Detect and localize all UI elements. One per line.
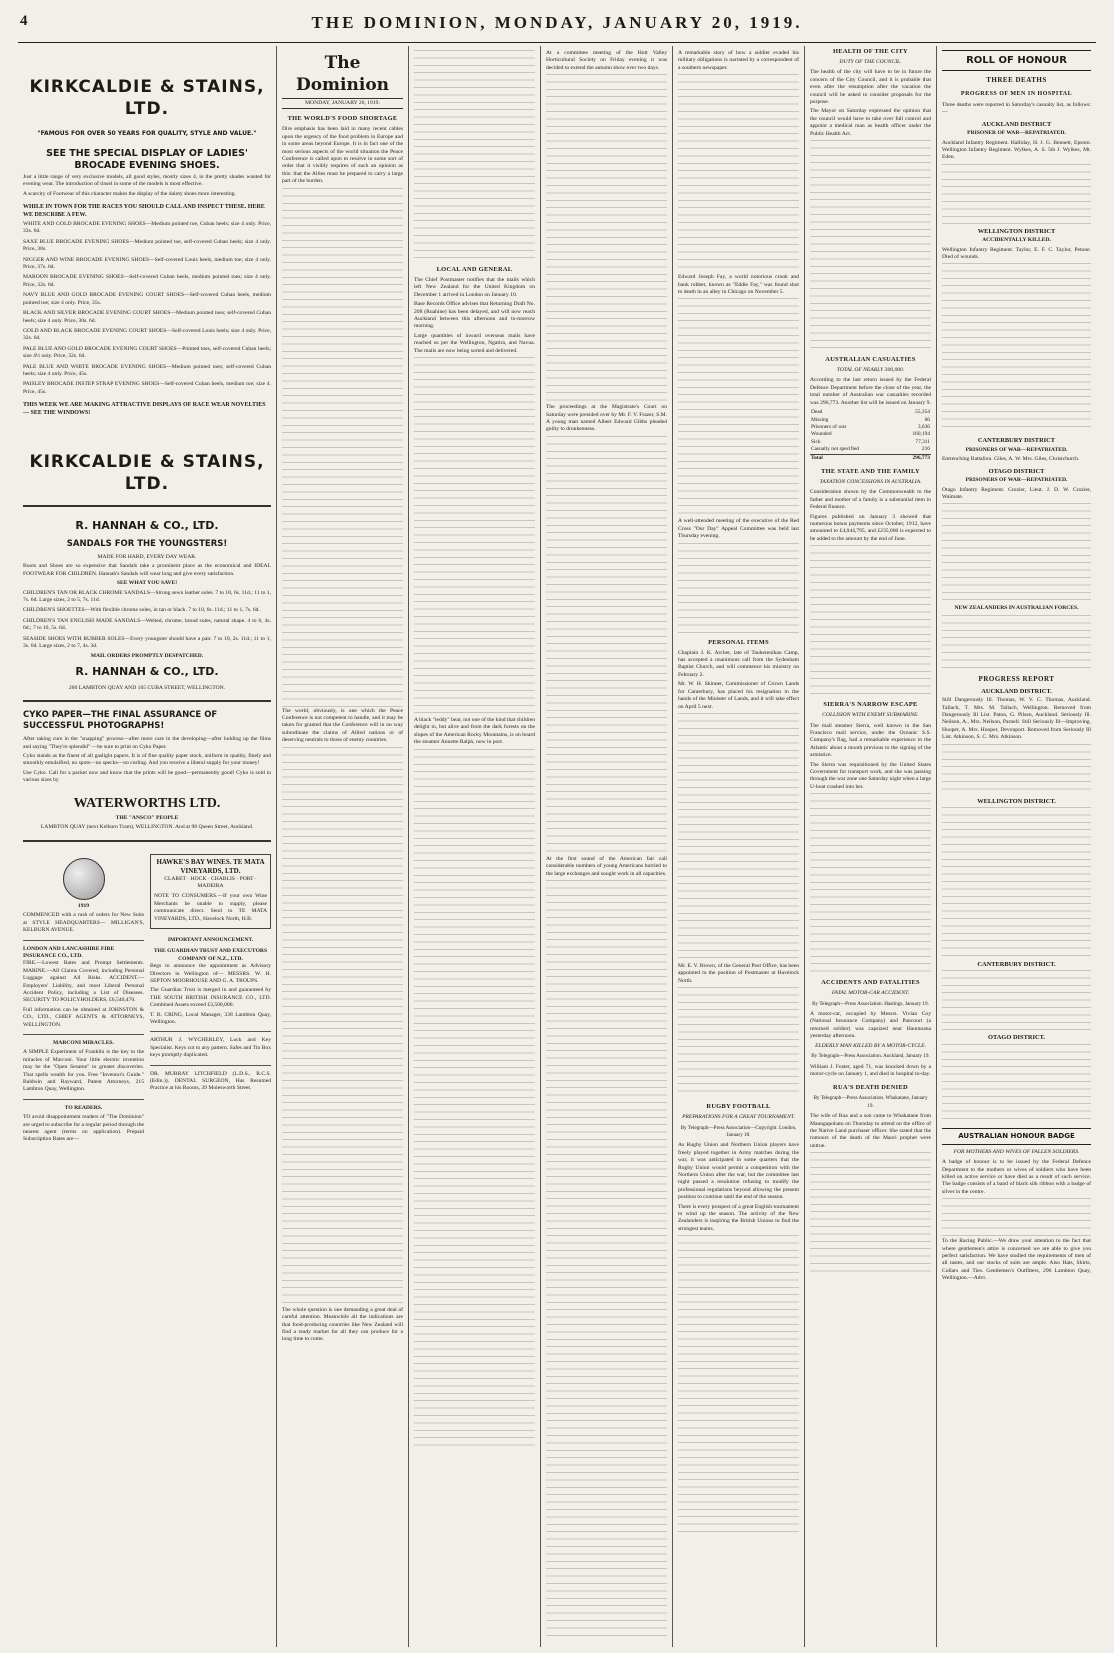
masthead <box>18 8 1096 43</box>
lancs-title: LONDON AND LANCASHIRE FIRE INSURANCE CO., LTD. <box>23 945 115 959</box>
district-sub: ACCIDENTALLY KILLED. <box>982 237 1051 244</box>
local-paragraph: Large quantities of inward overseas mails have reached us per the Wellington, Ngatira, and Navua. The mails are now being sorted and delivered. <box>414 332 535 354</box>
list-item: PALE BLUE AND WHITE BROCADE EVENING SHOES—Medium pointed toes; self-covered Cuban heels; size 4 only. Price, 45s. <box>23 363 271 377</box>
marconi-title: MARCONI MIRACLES. <box>53 1040 114 1046</box>
state-sub: TAXATION CONCESSIONS IN AUSTRALIA. <box>819 478 922 485</box>
personal-paragraph: Mr. E. V. Brown, of the General Post Office, has been appointed to the position of Postmaster at Havelock North. <box>678 962 799 984</box>
table-row <box>810 431 931 438</box>
progress-head: PROGRESS OF MEN IN HOSPITAL <box>960 91 1073 97</box>
waterworths-title: WATERWORTHS LTD. <box>73 795 221 811</box>
milligan-ad: COMMENCED with a rush of orders for New Suits at STYLE HEADQUARTERS— MILLIGAN'S, KELBURN AVENUE. <box>23 912 144 934</box>
table-cell-label: Casualty not specified <box>811 446 859 453</box>
lead-title: THE WORLD'S FOOD SHORTAGE <box>287 115 398 123</box>
body-text-block <box>942 807 1091 957</box>
health-paragraph: The health of the city will have to be in future the concern of the City Council, and it is probable that even after the resumption after the vacation the council will be asked to consider proposals for the purpose. <box>810 69 931 106</box>
news-paragraph: A well-attended meeting of the executive of the Red Cross "Our Day" Appeal Committee was held last Thursday evening. <box>678 518 799 540</box>
rugby-paragraph: There is every prospect of a great English tournament to wind up the season. The activity of the New Zealanders is inspiring the British Unions to find the strongest teams. <box>678 1203 799 1232</box>
body-text-block <box>678 987 799 1097</box>
kirkcaldie-headline: SEE THE SPECIAL DISPLAY OF LADIES' BROCADE EVENING SHOES. <box>46 148 248 171</box>
district-name: WELLINGTON DISTRICT <box>977 227 1056 235</box>
newspaper-title: THE DOMINION, MONDAY, JANUARY 20, 1919. <box>311 13 803 32</box>
badge-body: A badge of honour is to be issued by the Federal Defence Department to the mothers or wives of soldiers who have been killed on active service or have died as a result of such service. The badge consists of a band of black silk ribbon with a badge of silver in the centre. <box>942 1159 1091 1195</box>
district-sub: PRISONER OF WAR—REPATRIATED. <box>967 130 1066 137</box>
table-row <box>810 417 931 424</box>
divider <box>150 1065 271 1066</box>
body-text-block <box>942 1044 1091 1124</box>
guardian-local: T. B. CRING, Local Manager, 338 Lambton Quay, Wellington. <box>150 1011 271 1025</box>
news-paragraph: At a committee meeting of the Hutt Valley Horticultural Society on Friday evening it was decided to extend the autumn show over two days. <box>546 50 667 71</box>
list-item: PAISLEY BROCADE INSTEP STRAP EVENING SHOES—Self-covered Cuban heels, medium toe; size 4. Price, 45s. <box>23 381 271 395</box>
cyko-body-3: Use Cyko. Call for a packet now and know that the prints will be good—permanently good! Cyko is sold in various sizes by <box>23 769 271 784</box>
body-text-block <box>942 970 1091 1030</box>
news-paragraph: A remarkable story of how a soldier evaded his military obligations is narrated by a correspondent of a southern newspaper. <box>678 50 799 71</box>
district-lines: Auckland Infantry Regiment. Halliday, H. J. G. Bennett, Epsom. Wellington Infantry Regiment. Wylkes, A. S. 5th J. Wylkes, Mt. Eden. <box>942 139 1091 161</box>
lower-ads-right <box>150 850 271 1146</box>
divider <box>23 840 271 842</box>
nz-enlisted: NEW ZEALANDERS IN AUSTRALIAN FORCES. <box>954 605 1079 612</box>
local-news-column <box>408 46 540 1647</box>
cyko-body: After taking cure in the "snapping" process—after more care in the developing—after holding up the films and saying "They're splendid" —be sure to print on Cyko Paper. <box>23 736 271 750</box>
rua-title: RUA'S DEATH DENIED <box>833 1084 908 1092</box>
body-text-block <box>282 188 403 708</box>
hawkes-note: NOTE TO CONSUMERS.—If your own Wine Merchants be unable to supply, please communicate direct. Send to TE MATA VINEYARDS, LTD., Havelock North, H.B. <box>154 893 267 922</box>
list-item: PALE BLUE AND GOLD BROCADE EVENING COURT SHOES—Pointed toes, self-covered Cuban heels; size 4½ only. Price, 32s. 6d. <box>23 345 271 360</box>
kirkcaldie-window: THIS WEEK WE ARE MAKING ATTRACTIVE DISPLAYS OF RACE WEAR NOVELTIES— SEE THE WINDOWS! <box>23 402 266 416</box>
elderly-paragraph: William J. Foster, aged 71, was knocked down by a motor-cycle on January 1, and died in hospital to-day. <box>810 1063 931 1077</box>
health-paragraph: The Mayor on Saturday expressed the opinion that the council would have to take over full control and appoint a medical man as health officer under the Public Health Act. <box>810 108 931 137</box>
list-item: MAROON BROCADE EVENING SHOES—Self-covered Cuban heels, medium pointed toes; size 4 only. Price, 32s. 6d. <box>23 274 271 288</box>
otago-progress: OTAGO DISTRICT. <box>988 1034 1045 1042</box>
guardian-title: THE GUARDIAN TRUST AND EXECUTORS COMPANY OF N.Z., LTD. <box>153 948 268 962</box>
list-item: WHITE AND GOLD BROCADE EVENING SHOES—Medium pointed toe, Cuban heels; size 4 only. Price, 33s. 6d. <box>23 221 271 235</box>
divider <box>23 1099 144 1100</box>
body-text-block <box>942 164 1091 224</box>
hannah-address: 260 LAMBTON QUAY AND 165 CUBA STREET, WELLINGTON. <box>68 684 226 691</box>
list-item: SAXE BLUE BROCADE EVENING SHOES—Medium pointed toe, self-covered Cuban heels; size 4 only. Price, 30s. <box>23 238 271 253</box>
aus-sub: TOTAL OF NEARLY 300,000. <box>836 367 905 374</box>
news-paragraph: At the first sound of the American fair call considerable numbers of young Americans hurried to the large exchanges and sought work in all capacities. <box>546 855 667 877</box>
hannah-sub: MADE FOR HARD, EVERY DAY WEAR. <box>97 553 197 560</box>
aus-intro: According to the last return issued by the Federal Defence Department before the close of the year, the total number of Australian war casualties recorded was 296,773. Another list will be issued on January 9. <box>810 377 931 406</box>
body-text-block <box>282 747 403 1307</box>
district-name: OTAGO DISTRICT <box>988 467 1045 475</box>
district-sub: PRISONERS OF WAR—REPATRIATED. <box>965 446 1068 453</box>
kirkcaldie-item-list <box>23 221 271 396</box>
news-column-4 <box>540 46 672 1647</box>
body-text-block <box>810 793 931 973</box>
news-paragraph: Edward Joseph Fay, a world notorious crook and bank robber, known as "Eddie Fay," was found shot to death in an alley in Chicago on November 5. <box>678 274 799 296</box>
hawkes-list: CLARET · HOCK · CHABLIS · PORT · MADEIRA <box>164 875 257 889</box>
health-sub: DUTY OF THE COUNCIL. <box>839 59 902 65</box>
aus-title: AUSTRALIAN CASUALTIES <box>825 356 916 364</box>
body-text-block <box>546 74 667 404</box>
litchfield-ad: DR. MURRAY LITCHFIELD (L.D.S., R.C.S. (Edin.)), DENTAL SURGEON, Has Resumed Practice at his Rooms, 39 Molesworth Street. <box>150 1070 271 1092</box>
waterworths-sub: THE "ANSCO" PEOPLE <box>115 814 179 821</box>
editorial-column <box>276 46 408 1647</box>
roll-intro: Three deaths were reported in Saturday's casualty list, as follows:— <box>942 102 1091 116</box>
body-text-block <box>942 263 1091 433</box>
list-item: BLACK AND SILVER BROCADE EVENING COURT SHOES—Medium pointed toes; self-covered Cuban heels; size 4 only. Price, 30s. 6d. <box>23 310 271 324</box>
progress-body: Still Dangerously Ill. Thomas, W. V. C. Thomas, Auckland. Tallach, T. Mrs. M. Tallach, Wellington. Removed from Dangerously Ill List. Paton, G. Pilsen, Auckland. Seriously Ill. Neilson, A., Mrs. Neilson, Parnell. Still Seriously Ill—Improving. Hooper, A. Mrs. Hooper, Devonport. Removed from Seriously Ill List. Atkinson, S. C. Mrs. Atkinson. <box>942 697 1091 741</box>
table-row <box>810 424 931 431</box>
list-item: NAVY BLUE AND GOLD BROCADE EVENING COURT SHOES—Self-covered Cuban heels, medium pointed toe; size 4 only. Price, 35s. <box>23 292 271 306</box>
hannah-title: R. HANNAH & CO., LTD. <box>75 518 219 532</box>
local-paragraph: The Chief Postmaster notifies that the mails which left New Zealand for the United Kingdom on December 1 arrived in London on January 10. <box>414 277 535 298</box>
personal-paragraph: Mr. W. H. Skinner, Commissioner of Crown Lands for Canterbury, has placed his resignation in the hands of the Minister of Lands, and it will take effect on April 5 next. <box>678 681 799 710</box>
canterbury-progress: CANTERBURY DISTRICT. <box>977 960 1056 968</box>
list-item: GOLD AND BLACK BROCADE EVENING COURT SHOES—Self-covered Louis heels; size 4 only. Price, 32s. 6d. <box>23 327 271 342</box>
sierra-sub: COLLISION WITH ENEMY SUBMARINE. <box>822 712 919 719</box>
body-text-block <box>546 880 667 1640</box>
district-name: CANTERBURY DISTRICT <box>977 437 1056 445</box>
list-item: CHILDREN'S SHOETTES—With flexible chrome soles, in tan or black. 7 to 10, 6s. 11d.; 11 to 1, 7s. 6d. <box>23 607 260 614</box>
hannah-mail: MAIL ORDERS PROMPTLY DESPATCHED. <box>90 653 204 660</box>
body-text-block <box>810 140 931 350</box>
body-text-block <box>678 298 799 518</box>
table-cell-value: 55,354 <box>915 409 930 416</box>
table-cell-value: 216 <box>921 446 930 453</box>
roll-of-honour-column <box>936 46 1096 1647</box>
lead-paragraph: Dire emphasis has been laid in many recent cables upon the urgency of the food problem in Europe and in some areas beyond Europe. It is in fact one of the most serious aspects of the world situation the Peace Conference is called upon to resolve in some sort of order that it visibly requires of such an opinion as this: that the Allies must be prepared to carry a large part of the burden. <box>282 126 403 185</box>
table-row <box>810 439 931 446</box>
rua-paragraph: The wife of Rua and a son came to Whakatane from Maungapohatu on Thursday to attend on the office of the Native Land purchaser officer. She stated that the rumours of the death of the Maori prophet were untrue. <box>810 1113 931 1149</box>
district-lines: Entrenching Battalion. Giles, A. W. Mrs. Giles, Christchurch. <box>942 456 1080 463</box>
accidents-paragraph: A motor-car, occupied by Messrs. Vivian Coy (National Insurance Company) and Pancourt (a returned soldier) was capsized near Haumoana yesterday afternoon. <box>810 1011 931 1040</box>
kirkcaldie-intro-2: A scarcity of Footwear of this character makes the display of the dainty shoes more interesting. <box>23 190 236 197</box>
body-text-block <box>942 503 1091 603</box>
accidents-sub: FATAL MOTOR-CAR ACCIDENT. <box>831 990 910 997</box>
badge-sub: FOR MOTHERS AND WIVES OF FALLEN SOLDIERS. <box>953 1148 1080 1155</box>
lancs-agents: Full information can be obtained at JOHNSTON & CO., LTD., CHIEF AGENTS & ATTORNEYS, WELLINGTON. <box>23 1006 144 1028</box>
cyko-body-2: Cyko stands as the finest of all gaslight papers. It is of fine quality paper stock, uniform in quality, finely and smoothly emulsified, no spots—no specks—no curling. And you receive a liberal supply for your money! <box>23 753 271 767</box>
list-item: SEASIDE SHOES WITH RUBBER SOLES—Every youngster should have a pair. 7 to 10, 2s. 11d.; 11 to 1, 3s. 6d. Large sizes, 2 to 7, 4s. 3d. <box>23 635 271 650</box>
page-number: 4 <box>20 13 28 29</box>
list-item: CHILDREN'S TAN ENGLISH MADE SANDALS—Welted, chrome, broad soles, natural shape. 4 to 6, 4s. 6d.; 7 to 10, 5s. 6d. <box>23 617 271 632</box>
accidents-kicker: By Telegraph—Press Association. Hastings, January 19. <box>812 1000 929 1007</box>
roll-title: ROLL OF HONOUR <box>942 50 1091 71</box>
body-text-block <box>942 744 1091 794</box>
editorial-date: MONDAY, JANUARY 20, 1919. <box>282 98 403 109</box>
wellington-progress: WELLINGTON DISTRICT. <box>977 797 1056 805</box>
divider <box>23 700 271 702</box>
list-item: NIGGER AND WINE BROCADE EVENING SHOES—Self-covered Louis heels, medium toe; size 4 only. Price, 37s. 6d. <box>23 256 271 271</box>
lead-paragraph: The whole question is one demanding a great deal of careful attention. Meanwhile all the indications are that food-producing countries like New Zealand will find a ready market for all they can produce for a long time to come. <box>282 1306 403 1343</box>
local-paragraph: A black "teddy" bear, not one of the kind that children delight in, but alive and from the dark forests on the slopes of the American Rocky Mountains, is on board the steamer Annette Ralph, now in port. <box>414 717 535 746</box>
divider <box>23 505 271 507</box>
kirkcaldie-title: KIRKCALDIE & STAINS, LTD. <box>29 77 265 119</box>
body-text-block <box>414 749 535 1449</box>
readers-body: TO avoid disappointment readers of "The Dominion" are urged to subscribe for a regular period through the nearest agent (terms on application). Prepaid Subscription Rates are— <box>23 1114 144 1143</box>
sierra-paragraph: The Sierra was requisitioned by the United States Government for transport work, and she was passing through the war zone one Saturday night when a large U-boat crashed into her. <box>810 761 931 790</box>
table-cell-value: 3,636 <box>917 423 930 430</box>
lancs-body: FIRE.—Lowest Rates and Prompt Settlements. MARINE.—All Claims Covered, including Personal Luggage against All Risks. ACCIDENT.—Employers' Liability, and most Liberal Personal Accident Policy, including a List of Diseases. SECURITY TO POLICYHOLDERS, £6,540,470. <box>23 960 144 1004</box>
district-lines: Wellington Infantry Regiment. Taylor, E. F. C. Taylor, Petone. Died of wounds. <box>942 246 1091 261</box>
elderly-title: ELDERLY MAN KILLED BY A MOTOR-CYCLE. <box>815 1042 926 1049</box>
hannah-see: SEE WHAT YOU SAVE! <box>116 580 178 587</box>
lower-ads <box>23 850 271 1146</box>
year-label: 1919 <box>77 902 90 909</box>
sierra-title: SIERRA'S NARROW ESCAPE <box>823 701 918 709</box>
table-row <box>810 409 931 416</box>
kirkcaldie-title-footer: KIRKCALDIE & STAINS, LTD. <box>29 451 265 494</box>
district-sub: PRISONERS OF WAR—REPATRIATED. <box>965 477 1068 484</box>
table-cell-label: Missing <box>811 416 829 423</box>
list-item: CHILDREN'S TAN OR BLACK CHROME SANDALS—Strong sewn leather soles. 7 to 10, 6s. 11d.; 11 to 1, 7s. 6d. Large sizes, 2 to 5, 7s. 11d. <box>23 589 271 603</box>
hannah-body: Boots and Shoes are so expensive that Sandals take a prominent place as the economical and IDEAL FOOTWEAR FOR CHILDREN. Hannah's Sandals will wear long and give every satisfaction. <box>23 563 271 577</box>
body-text-block <box>678 1235 799 1535</box>
rugby-sub: PREPARATIONS FOR A GREAT TOURNAMENT. <box>682 1114 795 1121</box>
table-row <box>810 446 931 454</box>
casualty-table <box>810 409 931 462</box>
body-text-block <box>942 615 1091 670</box>
body-text-block <box>810 545 931 695</box>
table-cell-value: 66 <box>924 416 930 423</box>
body-text-block <box>678 74 799 274</box>
body-text-block <box>546 436 667 856</box>
badge-title: AUSTRALIAN HONOUR BADGE <box>942 1128 1091 1145</box>
table-cell-value: 160,194 <box>912 431 930 438</box>
state-title: THE STATE AND THE FAMILY <box>821 467 920 475</box>
divider <box>150 1031 271 1032</box>
state-paragraph: Consideration shown by the Commonwealth to the father and mother of a family is a substantial item in Federal finance. <box>810 489 931 511</box>
hannah-item-list <box>23 590 271 651</box>
progress-title: PROGRESS REPORT <box>978 674 1055 683</box>
cyko-headline: CYKO PAPER—THE FINAL ASSURANCE OF SUCCESSFUL PHOTOGRAPHS! <box>23 710 218 732</box>
table-cell-label: Sick <box>811 438 821 445</box>
three-deaths: THREE DEATHS <box>986 76 1047 84</box>
district-lines: Otago Infantry Regiment. Crozier, Lieut. J. D. W. Crozier, Waimate. <box>942 486 1091 500</box>
news-column-6 <box>804 46 936 1647</box>
globe-illustration <box>63 858 105 900</box>
body-text-block <box>942 1198 1091 1238</box>
table-cell-value: 77,311 <box>915 438 930 445</box>
body-text-block <box>678 713 799 963</box>
divider <box>23 1034 144 1035</box>
guardian-body-2: The Guardian Trust is merged in and guaranteed by THE SOUTH BRITISH INSURANCE CO., LTD. Combined Assets exceed £3,500,000. <box>150 987 271 1009</box>
lead-paragraph: The world, obviously, is one which the Peace Conference is not competent to handle, and it may be taken for granted that the Conference will in no way subordinate the claims of Allied nations or of deserving neutrals to those of enemy countries. <box>282 707 403 744</box>
casualty-total-row <box>810 454 931 462</box>
body-text-block <box>810 1152 931 1272</box>
kirkcaldie-tagline: "FAMOUS FOR OVER 50 YEARS FOR QUALITY, STYLE AND VALUE." <box>37 130 257 137</box>
wycherley-ad: ARTHUR J. WYCHERLEY, Lock and Key Specialist. Keys cut to any pattern. Safes and Tin Box keys promptly duplicated. <box>150 1037 271 1059</box>
body-text-block <box>414 357 535 717</box>
progress-sub: AUCKLAND DISTRICT. <box>981 687 1052 695</box>
elderly-kicker: By Telegraph—Press Association. Auckland, January 19. <box>811 1053 930 1060</box>
rugby-kicker: By Telegraph—Press Association—Copyright. London, January 18. <box>680 1124 797 1138</box>
table-cell-label: Dead <box>811 409 823 416</box>
ads-column <box>18 46 276 1647</box>
guardian-body: Begs to announce the appointment as Advisory Directors in Wellington of— MESSRS. W. H. SEPTON MOORHOUSE AND G. A. TROUPS. <box>150 963 271 984</box>
total-value: 296,773 <box>897 454 931 462</box>
rugby-paragraph: As Rugby Union and Northern Union players have freely played together in Army matches during the war, it was anticipated in some quarters that the Rugby Union would permit a competition with the Northern Union after the war, but the committee last night passed a resolution refusing to modify the professional regulations beyond allowing the present position to continue until the end of the season. <box>678 1142 799 1201</box>
news-paragraph: The proceedings at the Magistrate's Court on Saturday were presided over by Mr. F. V. Frazer, S.M. A young man named Albert Edward Gibbs pleaded guilty to drunkenness. <box>546 404 667 433</box>
local-title: LOCAL AND GENERAL <box>436 266 513 273</box>
body-text-block <box>414 50 535 260</box>
racing-ad: To the Racing Public.—We draw your attention to the fact that where gentlemen's attire is concerned we are able to give you perfect satisfaction. We have studied the requirements of men of all tastes, and our stocks of suits are ample. Also Hats, Shirts, Collars and Ties. Gentlemen's Outfitters, 296 Lambton Quay, Wellington.—Advt. <box>942 1238 1091 1282</box>
total-label: Total <box>810 454 897 462</box>
local-paragraph: Base Records Office advises that Returning Draft No. 208 (Ruahine) has been delayed, and will now reach Auckland between this afternoon and to-morrow morning. <box>414 301 535 330</box>
hawkes-bay-wines-ad <box>150 854 271 929</box>
accidents-title: ACCIDENTS AND FATALITIES <box>821 979 920 987</box>
hannah-headline: SANDALS FOR THE YOUNGSTERS! <box>66 538 228 549</box>
rugby-title: RUGBY FOOTBALL <box>706 1103 771 1111</box>
health-title: HEALTH OF THE CITY <box>833 48 908 55</box>
divider <box>23 940 144 941</box>
paper-name: The Dominion <box>295 53 390 95</box>
marconi-body: A SIMPLE Experiment of Franklin is the key to the miracles of Marconi. Your little electric invention may be the "Open Sesame" to greater discoveries. That spells wealth for you. Free "Inventor's Guide." Baldwin and Rayward, Patent Attorneys, 215 Lambton Quay, Wellington. <box>23 1049 144 1093</box>
state-paragraph: Figures published on January 3 showed that numerous bonus payments since October, 1912, have amounted to £4,044,795, and £235,000 is expected to be added to the amount by the end of June. <box>810 513 931 542</box>
year-emblem <box>23 858 144 911</box>
table-cell-label: Prisoners of war <box>811 423 847 430</box>
hawkes-title: HAWKE'S BAY WINES. TE MATA VINEYARDS, LTD. <box>156 857 265 875</box>
important-title: IMPORTANT ANNOUNCEMENT. <box>167 936 254 943</box>
news-column-5 <box>672 46 804 1647</box>
readers-title: TO READERS. <box>64 1104 103 1111</box>
waterworths-address: LAMBTON QUAY (next Kelburn Tram), WELLINGTON. And at 98 Queen Street, Auckland. <box>40 824 254 831</box>
rua-kicker: By Telegraph—Press Association. Whakatane, January 19. <box>813 1095 928 1109</box>
table-cell-label: Wounded <box>811 431 832 438</box>
kirkcaldie-races: WHILE IN TOWN FOR THE RACES YOU SHOULD CALL AND INSPECT THESE. HERE WE DESCRIBE A FEW. <box>23 204 265 218</box>
personal-title: PERSONAL ITEMS <box>708 638 769 646</box>
hannah-title-footer: R. HANNAH & CO., LTD. <box>75 664 219 678</box>
kirkcaldie-intro: Just a little range of very exclusive models, all good styles, mostly sizes 4, in the pretty shades wanted for evening wear. The introduction of tinsel in some of the models is most effective. <box>23 174 271 188</box>
personal-paragraph: Chaplain J. K. Archer, late of Tauherenikau Camp, has accepted a unanimous call from the Sydenham Baptist Church, and will commence his ministry on February 2. <box>678 649 799 678</box>
lower-ads-left <box>23 850 144 1146</box>
district-name: AUCKLAND DISTRICT <box>981 120 1052 128</box>
sierra-paragraph: The mail steamer Sierra, well known in the San Francisco mail service, under the Oceanic S.S. Company's flag, had a remarkable experience in the Atlantic about a month previous to the signing of the armistice. <box>810 722 931 759</box>
body-text-block <box>678 543 799 633</box>
